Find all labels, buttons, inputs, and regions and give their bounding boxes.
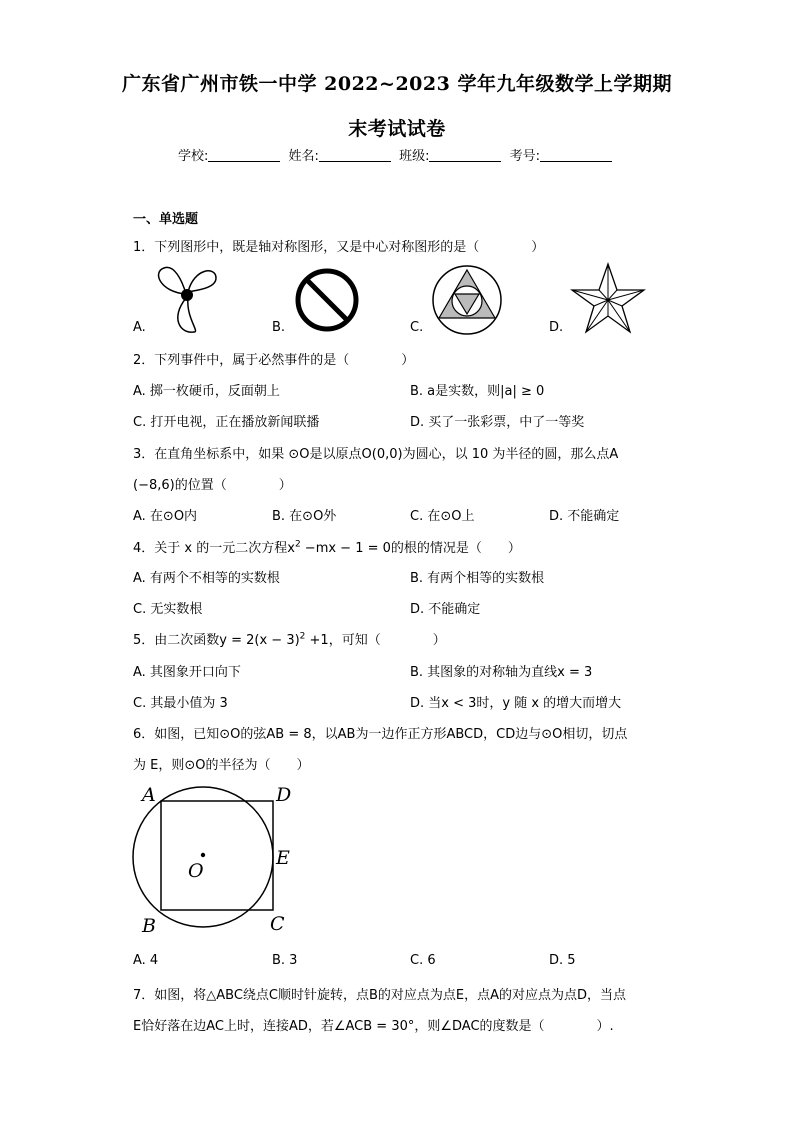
label-B: B	[142, 915, 156, 937]
q7-stem-cont: E恰好落在边AC上时，连接AD，若∠ACB = 30°，则∠DAC的度数是（ ）.	[133, 1019, 614, 1034]
q2-stem: 2．下列事件中，属于必然事件的是（ ）	[133, 353, 415, 368]
exam-title-line-1: 广东省广州市铁一中学 2022~2023 学年九年级数学上学期期	[122, 73, 672, 95]
school-label: 学校:	[178, 149, 209, 164]
q3-stem: 3．在直角坐标系中，如果 ⊙O是以原点O(0,0)为圆心，以 10 为半径的圆，那么点A	[133, 447, 619, 462]
q1-option-c[interactable]: C.	[410, 320, 424, 335]
circle-square-figure	[128, 780, 298, 940]
star-icon	[570, 262, 646, 334]
q2-option-d[interactable]: D. 买了一张彩票，中了一等奖	[410, 415, 585, 430]
q5-option-b[interactable]: B. 其图象的对称轴为直线x = 3	[410, 665, 593, 680]
q4-option-c[interactable]: C. 无实数根	[133, 602, 203, 617]
label-O: O	[188, 860, 204, 882]
q3-option-b[interactable]: B. 在⊙O外	[272, 509, 337, 524]
fan-icon	[150, 262, 230, 334]
label-D: D	[276, 784, 292, 806]
q1-option-d[interactable]: D.	[549, 320, 564, 335]
q7-stem: 7．如图，将△ABC绕点C顺时针旋转，点B的对应点为点E，点A的对应点为点D，当点	[133, 988, 627, 1003]
q5-option-d[interactable]: D. 当x < 3时，y 随 x 的增大而增大	[410, 696, 622, 711]
section-title: 一、单选题	[133, 212, 199, 227]
q1-stem: 1．下列图形中，既是轴对称图形，又是中心对称图形的是（ ）	[133, 240, 545, 255]
q3-option-a[interactable]: A. 在⊙O内	[133, 509, 198, 524]
q5-stem	[133, 629, 446, 648]
q6-option-c[interactable]: C. 6	[410, 953, 436, 968]
triangle-in-circle-icon	[431, 264, 503, 336]
q3-option-c[interactable]: C. 在⊙O上	[410, 509, 475, 524]
q3-option-d[interactable]: D. 不能确定	[549, 509, 620, 524]
class-blank[interactable]	[429, 149, 501, 162]
q2-option-b[interactable]: B. a是实数，则|a| ≥ 0	[410, 384, 545, 399]
q5-stem-part-a: 5．由二次函数y = 2(x − 3)	[133, 633, 300, 648]
q5-option-a[interactable]: A. 其图象开口向下	[133, 665, 241, 680]
number-blank[interactable]	[540, 149, 612, 162]
label-C: C	[270, 913, 285, 935]
q5-stem-part-b: +1，可知（ ）	[305, 633, 446, 648]
class-label: 班级:	[399, 149, 430, 164]
exam-title-line-2: 末考试试卷	[348, 118, 446, 140]
q4-option-b[interactable]: B. 有两个相等的实数根	[410, 571, 545, 586]
q1-option-a[interactable]: A.	[133, 320, 146, 335]
q5-option-c[interactable]: C. 其最小值为 3	[133, 696, 228, 711]
q4-stem-part-a: 4．关于 x 的一元二次方程x	[133, 541, 295, 556]
label-E: E	[276, 847, 290, 869]
student-info-row	[0, 145, 794, 164]
q6-option-a[interactable]: A. 4	[133, 953, 159, 968]
school-blank[interactable]	[208, 149, 280, 162]
name-blank[interactable]	[319, 149, 391, 162]
q4-stem-part-b: −mx − 1 = 0的根的情况是（ ）	[300, 541, 521, 556]
q4-option-a[interactable]: A. 有两个不相等的实数根	[133, 571, 280, 586]
q4-option-d[interactable]: D. 不能确定	[410, 602, 481, 617]
q4-exponent: 2	[294, 539, 301, 550]
q6-stem-cont: 为 E，则⊙O的半径为（ ）	[133, 758, 310, 773]
q5-exponent: 2	[299, 631, 306, 642]
q4-stem	[133, 537, 521, 556]
name-label: 姓名:	[288, 149, 319, 164]
q6-option-b[interactable]: B. 3	[272, 953, 298, 968]
label-A: A	[142, 784, 156, 806]
prohibition-sign-icon	[292, 265, 362, 335]
q6-stem: 6．如图，已知⊙O的弦AB = 8，以AB为一边作正方形ABCD，CD边与⊙O相切，切点	[133, 727, 628, 742]
q6-option-d[interactable]: D. 5	[549, 953, 576, 968]
q2-option-a[interactable]: A. 掷一枚硬币，反面朝上	[133, 384, 280, 399]
q3-stem-cont: (−8,6)的位置（ ）	[133, 478, 292, 493]
number-label: 考号:	[509, 149, 540, 164]
q1-option-b[interactable]: B.	[272, 320, 286, 335]
q2-option-c[interactable]: C. 打开电视，正在播放新闻联播	[133, 415, 320, 430]
